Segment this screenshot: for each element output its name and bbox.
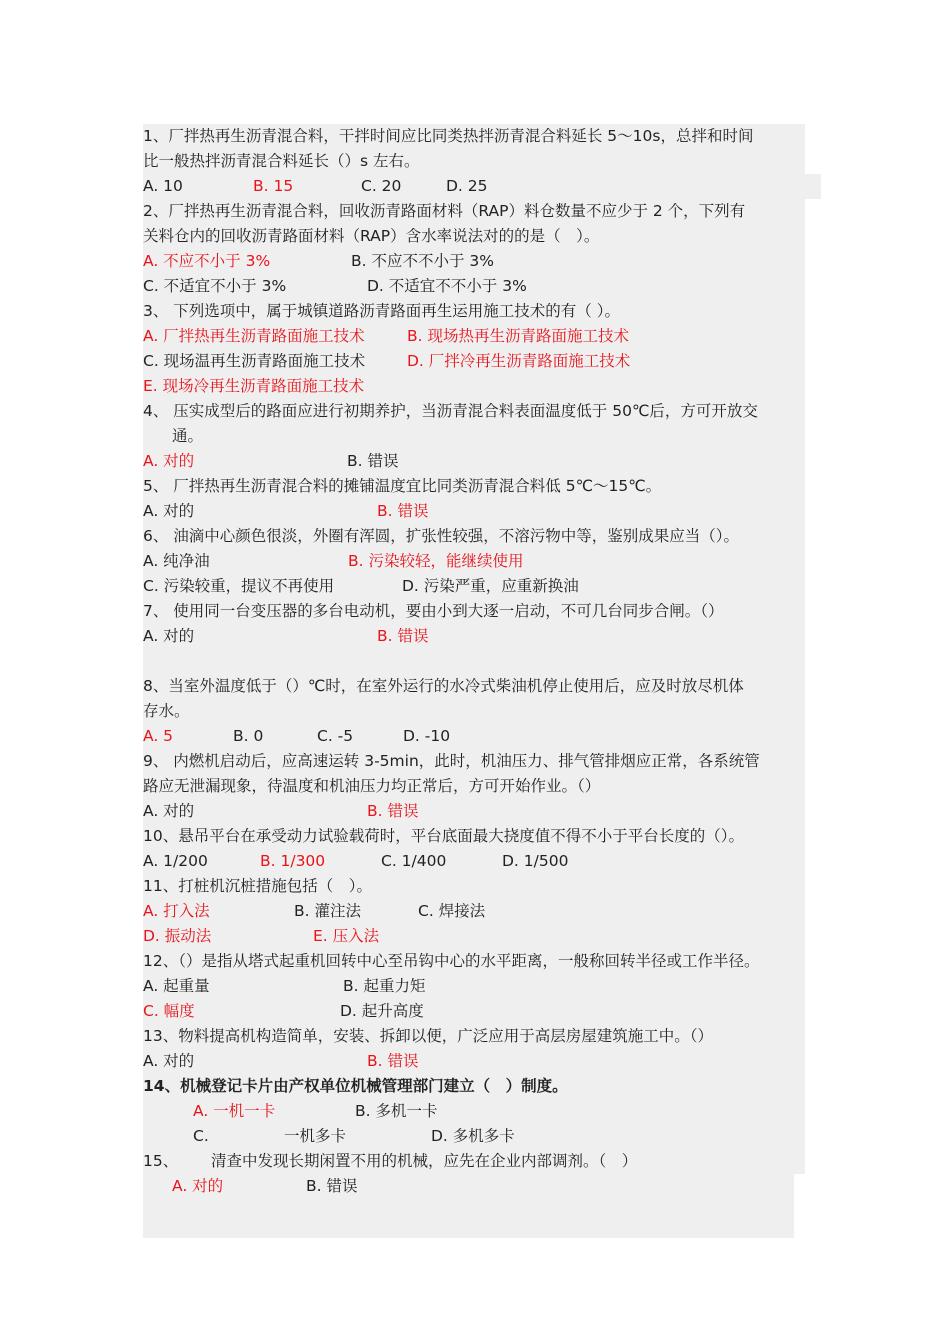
question-9-options [143,799,808,824]
option-b: B. 灌注法 [294,902,361,920]
question-3-stem: 3、 下列选项中，属于城镇道路沥青路面再生运用施工技术的有（ ）。 [143,299,808,324]
option-a: A. 对的 [143,627,195,645]
question-7-options [143,624,808,649]
option-b-answer: B. 错误 [367,1052,419,1070]
question-6-options-2 [143,574,808,599]
question-3-options-1 [143,324,808,349]
option-c-answer: C. 幅度 [143,1002,195,1020]
question-8-stem-line-1: 8、当室外温度低于（）℃时，在室外运行的水冷式柴油机停止使用后，应及时放尽机体 [143,674,808,699]
option-a-answer: A. 厂拌热再生沥青路面施工技术 [143,327,365,345]
question-11-options-1 [143,899,808,924]
option-c: C. 1/400 [381,852,447,870]
option-a-answer: A. 不应不小于 3% [143,252,271,270]
question-10-stem: 10、悬吊平台在承受动力试验载荷时，平台底面最大挠度值不得不小于平台长度的（）。 [143,824,808,849]
option-a-answer: A. 打入法 [143,902,210,920]
question-5-stem: 5、 厂拌热再生沥青混合料的摊铺温度宜比同类沥青混合料低 5℃～15℃。 [143,474,808,499]
document-body [143,124,808,1238]
option-b-answer: B. 现场热再生沥青路面施工技术 [407,327,629,345]
option-e-answer: E. 压入法 [313,927,380,945]
question-14-options-1 [143,1099,808,1124]
blank-line [143,649,808,674]
option-a: A. 起重量 [143,977,210,995]
question-12-stem: 12、（）是指从塔式起重机回转中心至吊钩中心的水平距离，一般称回转半径或工作半径。 [143,949,808,974]
option-a: A. 对的 [143,1052,195,1070]
option-c: C. -5 [317,727,354,745]
option-a-answer: A. 对的 [172,1177,224,1195]
question-9-stem-line-1: 9、 内燃机启动后，应高速运转 3-5min，此时，机油压力、排气管排烟应正常，各系统管 [143,749,808,774]
option-d: D. 污染严重，应重新换油 [402,577,579,595]
question-2-options-1 [143,249,808,274]
option-c: C. 焊接法 [418,902,486,920]
option-b: B. 0 [233,727,264,745]
question-3-options-3 [143,374,808,399]
option-b: B. 不应不不小于 3% [351,252,495,270]
question-8-options [143,724,808,749]
question-2-options-2 [143,274,808,299]
option-b: B. 起重力矩 [343,977,426,995]
option-a: A. 对的 [143,802,195,820]
option-d: D. 25 [446,177,488,195]
option-a-answer: A. 5 [143,727,174,745]
option-d-answer: D. 振动法 [143,927,212,945]
question-13-options [143,1049,808,1074]
option-a: A. 10 [143,177,183,195]
option-b: B. 错误 [306,1177,358,1195]
option-d: D. 不适宜不不小于 3% [367,277,527,295]
blank-line-bottom [143,1199,808,1224]
question-2-stem-line-2: 关料仓内的回收沥青路面材料（RAP）含水率说法对的的是（ ）。 [143,224,808,249]
option-d-answer: D. 厂拌冷再生沥青路面施工技术 [407,352,631,370]
question-1-options [143,174,808,199]
question-5-options [143,499,808,524]
option-c: C. 污染较重，提议不再使用 [143,577,335,595]
question-2-stem-line-1: 2、厂拌热再生沥青混合料，回收沥青路面材料（RAP）料仓数量不应少于 2 个，下列有 [143,199,808,224]
question-8-stem-line-2: 存水。 [143,699,808,724]
question-11-options-2 [143,924,808,949]
option-e-answer: E. 现场冷再生沥青路面施工技术 [143,377,365,395]
question-9-stem-line-2: 路应无泄漏现象，待温度和机油压力均正常后，方可开始作业。（） [143,774,808,799]
question-4-options [143,449,808,474]
option-c: C. 20 [361,177,402,195]
question-7-stem: 7、 使用同一台变压器的多台电动机，要由小到大逐一启动，不可几台同步合闸。（） [143,599,808,624]
question-1-stem-line-2: 比一般热拌沥青混合料延长（）s 左右。 [143,149,808,174]
option-b: B. 错误 [347,452,399,470]
option-a: A. 纯净油 [143,552,210,570]
question-10-options [143,849,808,874]
option-b-answer: B. 错误 [377,502,429,520]
option-c: C. 不适宜不小于 3% [143,277,287,295]
question-12-options-1 [143,974,808,999]
question-14-stem: 14、机械登记卡片由产权单位机械管理部门建立（ ）制度。 [143,1074,808,1099]
question-14-options-2 [143,1124,808,1149]
question-12-options-2 [143,999,808,1024]
option-a-answer: A. 一机一卡 [193,1102,276,1120]
option-d: D. 多机多卡 [431,1127,515,1145]
question-4-stem-line-1: 4、 压实成型后的路面应进行初期养护，当沥青混合料表面温度低于 50℃后，方可开放交 [143,399,808,424]
question-15-options [143,1174,808,1199]
option-c: C. 现场温再生沥青路面施工技术 [143,352,366,370]
option-a: A. 1/200 [143,852,208,870]
option-c-letter: C. [193,1127,209,1145]
option-b-answer: B. 错误 [377,627,429,645]
question-3-options-2 [143,349,808,374]
question-1-stem-line-1: 1、厂拌热再生沥青混合料，干拌时间应比同类热拌沥青混合料延长 5～10s，总拌和时间 [143,124,808,149]
question-6-options-1 [143,549,808,574]
option-d: D. 起升高度 [340,1002,424,1020]
option-b-answer: B. 污染较轻，能继续使用 [348,552,524,570]
option-d: D. -10 [403,727,451,745]
question-15-stem: 15、 清查中发现长期闲置不用的机械，应先在企业内部调剂。（ ） [143,1149,808,1174]
option-b-answer: B. 1/300 [260,852,326,870]
question-6-stem: 6、 油滴中心颜色很淡，外圈有浑圆，扩张性较强，不溶污物中等，鉴别成果应当（）。 [143,524,808,549]
option-c-text: 一机多卡 [284,1127,347,1145]
option-a-answer: A. 对的 [143,452,195,470]
blank-line-end [143,1224,808,1238]
question-11-stem: 11、打桩机沉桩措施包括（ ）。 [143,874,808,899]
option-b-answer: B. 15 [253,177,294,195]
question-13-stem: 13、物料提高机构造简单，安装、拆卸以便，广泛应用于高层房屋建筑施工中。（） [143,1024,808,1049]
option-b: B. 多机一卡 [355,1102,438,1120]
option-a: A. 对的 [143,502,195,520]
option-d: D. 1/500 [502,852,569,870]
option-b-answer: B. 错误 [367,802,419,820]
question-4-stem-line-2: 通。 [143,424,808,449]
